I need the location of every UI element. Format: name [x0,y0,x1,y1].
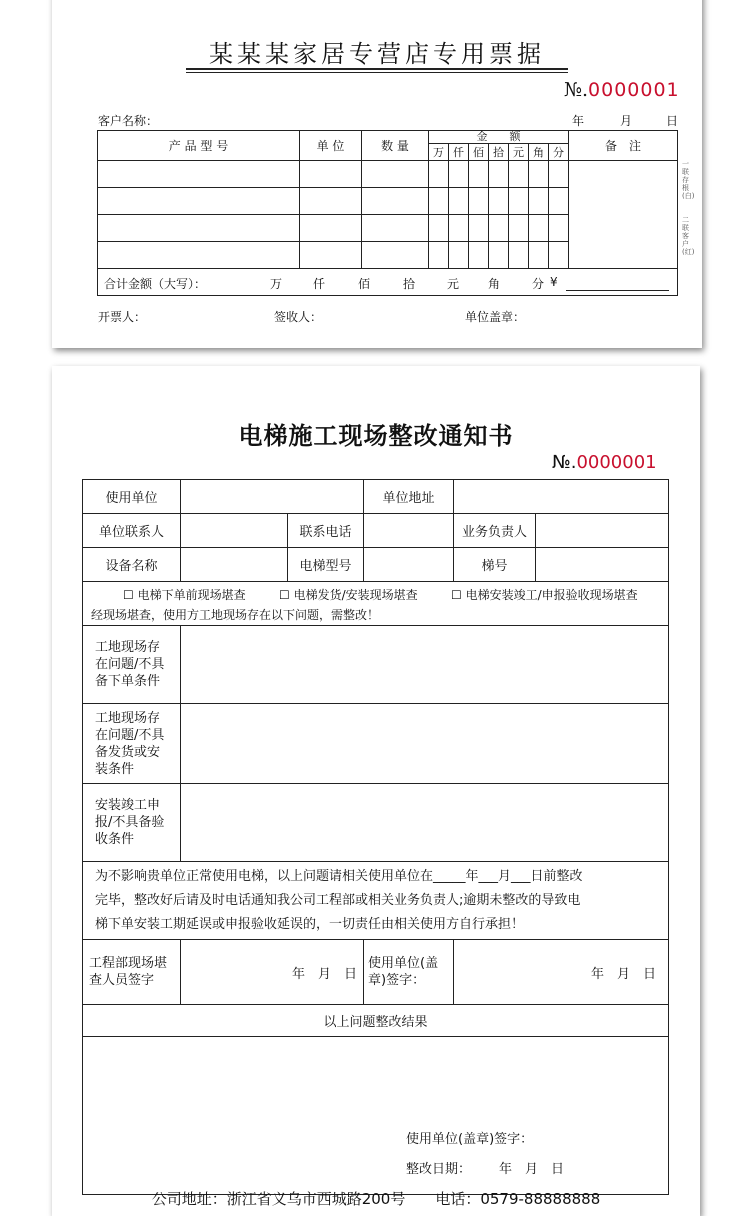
side-copy-label-2: 二联客户(红) [682,216,695,256]
amount-unit: 佰 [469,144,489,161]
contact-phone-field[interactable] [364,514,454,548]
user-unit-sign-field[interactable] [454,940,669,1005]
total-unit: 佰 [358,277,371,291]
survey-type-cell [83,582,669,626]
elevator-model-label: 电梯型号 [288,548,364,582]
receipt-date-month: 月 [620,114,633,128]
receiver-label: 签收人： [274,310,323,324]
result-title: 以上问题整改结果 [83,1005,669,1037]
total-unit: 分 [532,277,545,291]
issue-label-2: 工地现场存在问题/不具备发货或安装条件 [83,704,181,784]
col-product-header: 产 品 型 号 [98,131,300,161]
receipt-table [97,130,678,296]
issue-label-3: 安装竣工申报/不具备验收条件 [83,784,181,862]
user-unit-sign-date: 年 月 日 [590,966,656,982]
unit-contact-field[interactable] [181,514,288,548]
check-completion[interactable]: ☐ 电梯安装竣工/申报验收现场堪查 [451,588,638,602]
business-lead-label: 业务负责人 [454,514,536,548]
elevator-no-field[interactable] [536,548,669,582]
receipt-title-underline-1 [186,68,568,70]
equipment-name-label: 设备名称 [83,548,181,582]
issue-field-1[interactable] [181,626,669,704]
elevator-model-field[interactable] [364,548,454,582]
amount-unit: 拾 [489,144,509,161]
receipt-number-label: №. [564,79,589,101]
paragraph-line: 为不影响贵单位正常使用电梯，以上问题请相关使用单位在_____年___月___日前整改 [95,868,583,884]
business-lead-field[interactable] [536,514,669,548]
receipt-date-day: 日 [666,114,679,128]
user-unit-sign-label: 使用单位(盖章)签字： [364,940,454,1005]
notice-sheet [52,366,700,1216]
receipt-number-value: 0000001 [588,79,680,101]
amount-unit: 仟 [449,144,469,161]
drawer-label: 开票人： [98,310,147,324]
total-label: 合计金额（大写）： [104,277,207,291]
yen-sign: ¥ [550,275,558,289]
issue-label-1: 工地现场存在问题/不具备下单条件 [83,626,181,704]
total-unit: 仟 [313,277,326,291]
engineer-sign-date: 年 月 日 [291,966,357,982]
receipt-sheet [52,0,702,348]
total-unit: 拾 [403,277,416,291]
company-footer: 公司地址：浙江省义乌市西城路200号 电话：0579-88888888 [151,1190,601,1208]
paragraph-line: 完毕，整改好后请及时电话通知我公司工程部或相关业务负责人;逾期未整改的导致电 [95,892,581,908]
survey-text: 经现场堪查，使用方工地现场存在以下问题，需整改！ [91,608,380,622]
receipt-total-row [98,269,678,296]
customer-name-label: 客户名称： [98,114,159,128]
user-unit-label: 使用单位 [83,480,181,514]
elevator-no-label: 梯号 [454,548,536,582]
amount-unit: 角 [529,144,549,161]
notice-paragraph [83,862,669,940]
receipt-title: 某某某家居专营店专用票据 [209,40,545,68]
total-amount-line [566,290,669,291]
unit-address-label: 单位地址 [364,480,454,514]
amount-unit: 元 [509,144,529,161]
amount-unit: 万 [429,144,449,161]
total-unit: 角 [488,277,501,291]
col-remark-header: 备 注 [569,131,678,161]
engineer-sign-label: 工程部现场堪查人员签字 [83,940,181,1005]
result-date-label: 整改日期： [406,1162,472,1177]
equipment-name-field[interactable] [181,548,288,582]
unit-address-field[interactable] [454,480,669,514]
col-unit-header: 单 位 [300,131,362,161]
receipt-row [98,161,678,188]
user-unit-field[interactable] [181,480,364,514]
notice-number-label: №. [552,452,577,473]
receipt-date-year: 年 [572,114,585,128]
col-qty-header: 数 量 [362,131,429,161]
issue-field-2[interactable] [181,704,669,784]
total-unit: 元 [447,277,460,291]
total-unit: 万 [270,277,283,291]
amount-unit: 分 [549,144,569,161]
receipt-number [564,79,680,101]
engineer-sign-field[interactable] [181,940,364,1005]
col-amount-header: 金 额 [429,131,569,144]
result-sign-label: 使用单位(盖章)签字： [406,1132,534,1147]
side-copy-label-1: 一联存根(白) [682,160,695,200]
notice-number-value: 0000001 [576,452,657,473]
check-delivery[interactable]: ☐ 电梯发货/安装现场堪查 [279,588,418,602]
notice-number [552,452,657,473]
issue-field-3[interactable] [181,784,669,862]
paragraph-line: 梯下单安装工期延误或申报验收延误的，一切责任由相关使用方自行承担！ [95,916,525,932]
notice-table [82,479,669,1195]
result-area[interactable] [83,1037,669,1195]
unit-contact-label: 单位联系人 [83,514,181,548]
check-pre-order[interactable]: ☐ 电梯下单前现场堪查 [123,588,246,602]
notice-title: 电梯施工现场整改通知书 [238,422,514,450]
receipt-title-underline-2 [186,72,568,73]
stamp-label: 单位盖章： [465,310,526,324]
contact-phone-label: 联系电话 [288,514,364,548]
result-date: 年 月 日 [499,1162,565,1177]
